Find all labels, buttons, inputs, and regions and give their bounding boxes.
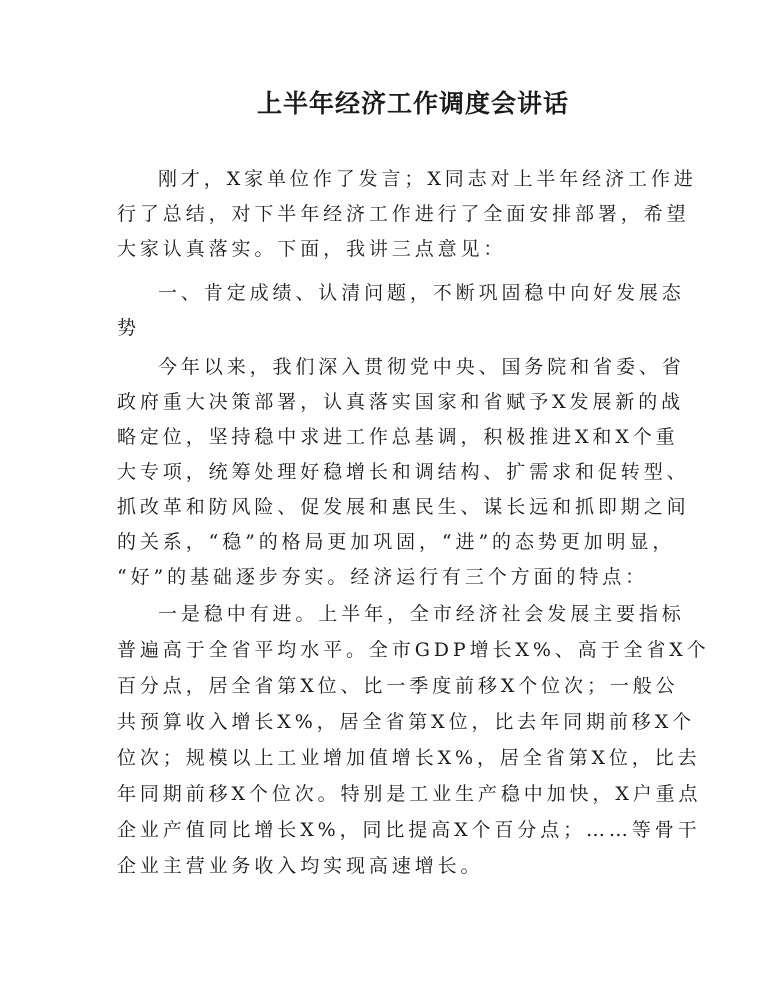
section-heading-line: 势 bbox=[117, 317, 140, 339]
paragraph-line: 普遍高于全省平均水平。全市GDP增长X%、高于全省X个 bbox=[117, 639, 710, 661]
paragraph-line: 位次；规模以上工业增加值增长X%，居全省第X位，比去 bbox=[117, 747, 701, 769]
paragraph-line: “好”的基础逐步夯实。经济运行有三个方面的特点： bbox=[117, 566, 649, 588]
paragraph-line: 抓改革和防风险、促发展和惠民生、谋长远和抓即期之间 bbox=[117, 496, 690, 518]
document-title: 上半年经济工作调度会讲话 bbox=[256, 89, 569, 118]
paragraph-line: 年同期前移X个位次。特别是工业生产稳中加快，X户重点 bbox=[117, 783, 702, 805]
paragraph-line: 大家认真落实。下面，我讲三点意见： bbox=[117, 238, 507, 260]
paragraph-line: 共预算收入增长X%，居全省第X位，比去年同期前移X个 bbox=[117, 711, 696, 733]
paragraph-line: 刚才，X家单位作了发言；X同志对上半年经济工作进 bbox=[158, 168, 697, 190]
paragraph-line: 今年以来，我们深入贯彻党中央、国务院和省委、省 bbox=[158, 356, 685, 378]
paragraph-line: 的关系，“稳”的格局更加巩固，“进”的态势更加明显， bbox=[117, 531, 676, 553]
paragraph-line: 一是稳中有进。上半年，全市经济社会发展主要指标 bbox=[158, 603, 685, 625]
paragraph-line: 大专项，统筹处理好稳增长和调结构、扩需求和促转型、 bbox=[117, 461, 690, 483]
paragraph-line: 略定位，坚持稳中求进工作总基调，积极推进X和X个重 bbox=[117, 426, 679, 448]
section-heading-line: 一、肯定成绩、认清问题，不断巩固稳中向好发展态 bbox=[158, 282, 685, 304]
paragraph-line: 企业主营业务收入均实现高速增长。 bbox=[117, 855, 484, 877]
paragraph-line: 百分点，居全省第X位、比一季度前移X个位次；一般公 bbox=[117, 675, 679, 697]
paragraph-line: 企业产值同比增长X%，同比提高X个百分点；……等骨干 bbox=[117, 819, 701, 841]
paragraph-line: 行了总结，对下半年经济工作进行了全面安排部署，希望 bbox=[117, 203, 690, 225]
paragraph-line: 政府重大决策部署，认真落实国家和省赋予X发展新的战 bbox=[117, 391, 685, 413]
